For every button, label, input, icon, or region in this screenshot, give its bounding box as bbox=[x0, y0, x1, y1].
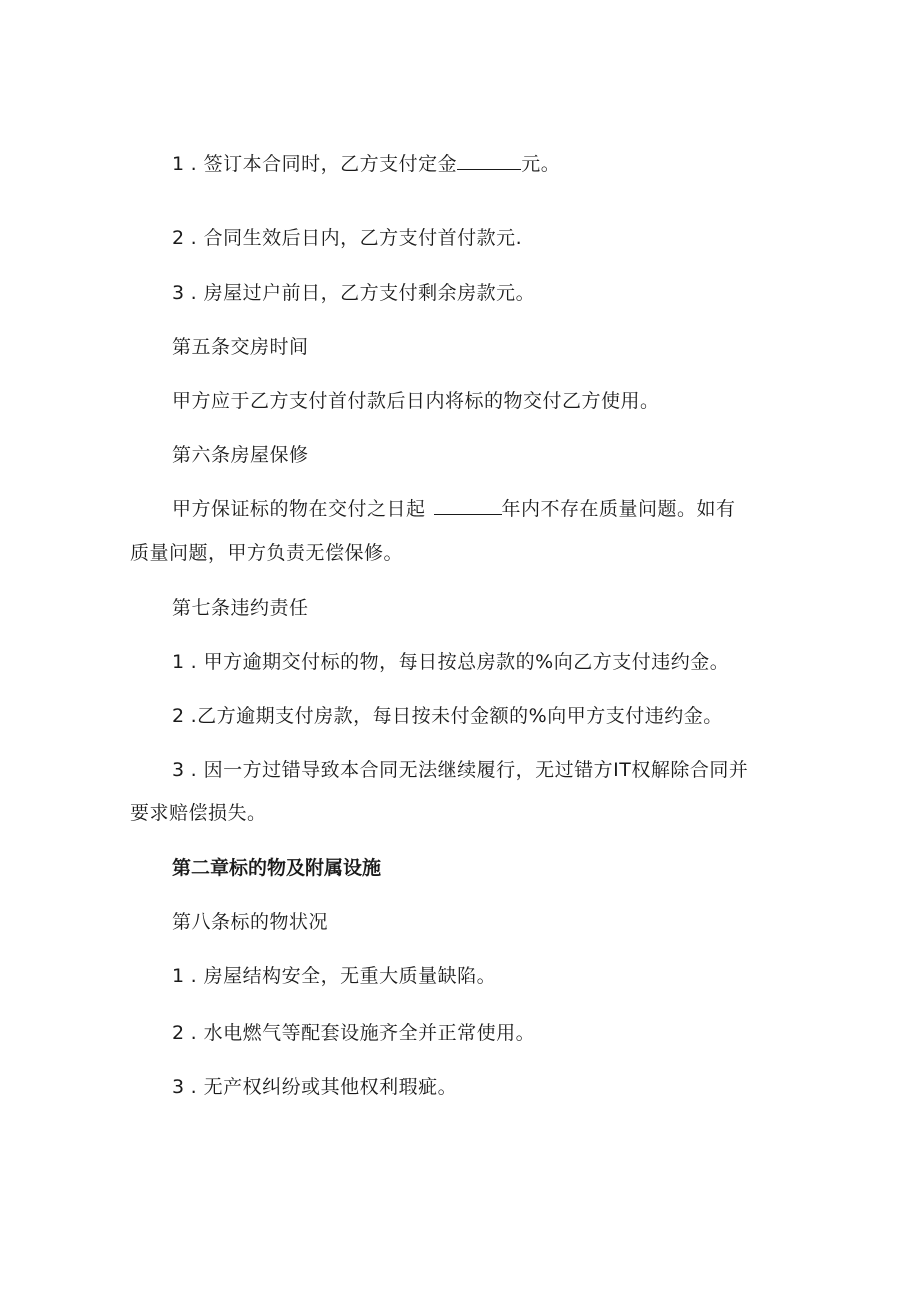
item-number: 3 bbox=[172, 1076, 185, 1098]
payment-item-2 bbox=[172, 226, 522, 250]
liability-item-2 bbox=[172, 704, 723, 728]
item-text: .乙方逾期支付房款，每日按未付金额的%向甲方支付违约金。 bbox=[190, 705, 723, 727]
liability-item-3-line-2: 要求赔偿损失。 bbox=[130, 802, 267, 824]
article-6-heading: 第六条房屋保修 bbox=[172, 444, 309, 466]
condition-item-2 bbox=[172, 1021, 535, 1045]
article-8-heading: 第八条标的物状况 bbox=[172, 911, 329, 933]
item-number: 1 bbox=[172, 153, 185, 175]
liability-item-3 bbox=[172, 758, 748, 782]
item-number: 2 bbox=[172, 227, 185, 249]
condition-item-1 bbox=[172, 964, 496, 988]
fill-in-blank bbox=[457, 152, 521, 170]
item-number: 2 bbox=[172, 705, 185, 727]
article-6-body-line-1 bbox=[172, 497, 736, 521]
item-number: 1 bbox=[172, 651, 185, 673]
body-text: 甲方保证标的物在交付之日起 bbox=[172, 498, 426, 520]
article-5-body: 甲方应于乙方支付首付款后日内将标的物交付乙方使用。 bbox=[172, 390, 660, 412]
chapter-2-heading: 第二章标的物及附属设施 bbox=[172, 857, 382, 879]
item-number: 2 bbox=[172, 1022, 185, 1044]
item-text: . 房屋过户前日，乙方支付剩余房款元。 bbox=[190, 282, 536, 304]
article-6-body-line-2: 质量问题，甲方负责无偿保修。 bbox=[130, 542, 404, 564]
condition-item-3 bbox=[172, 1075, 457, 1099]
item-number: 3 bbox=[172, 282, 185, 304]
item-number: 3 bbox=[172, 759, 185, 781]
item-text: . 无产权纠纷或其他权利瑕疵。 bbox=[190, 1076, 458, 1098]
article-5-heading: 第五条交房时间 bbox=[172, 336, 309, 358]
payment-item-1 bbox=[172, 152, 560, 176]
body-text-after: 年内不存在质量问题。如有 bbox=[501, 498, 736, 520]
article-7-heading: 第七条违约责任 bbox=[172, 597, 309, 619]
item-text: . 甲方逾期交付标的物，每日按总房款的%向乙方支付违约金。 bbox=[190, 651, 730, 673]
item-number: 1 bbox=[172, 965, 185, 987]
payment-item-3 bbox=[172, 281, 535, 305]
item-text: . 签订本合同时，乙方支付定金 bbox=[190, 153, 458, 175]
item-text: . 水电燃气等配套设施齐全并正常使用。 bbox=[190, 1022, 536, 1044]
fill-in-blank bbox=[434, 497, 502, 515]
item-text: . 因一方过错导致本合同无法继续履行，无过错方IT权解除合同并 bbox=[190, 759, 749, 781]
item-text: . 合同生效后日内，乙方支付首付款元. bbox=[190, 227, 523, 249]
liability-item-1 bbox=[172, 650, 729, 674]
item-text: . 房屋结构安全，无重大质量缺陷。 bbox=[190, 965, 497, 987]
item-text-after: 元。 bbox=[521, 153, 561, 175]
